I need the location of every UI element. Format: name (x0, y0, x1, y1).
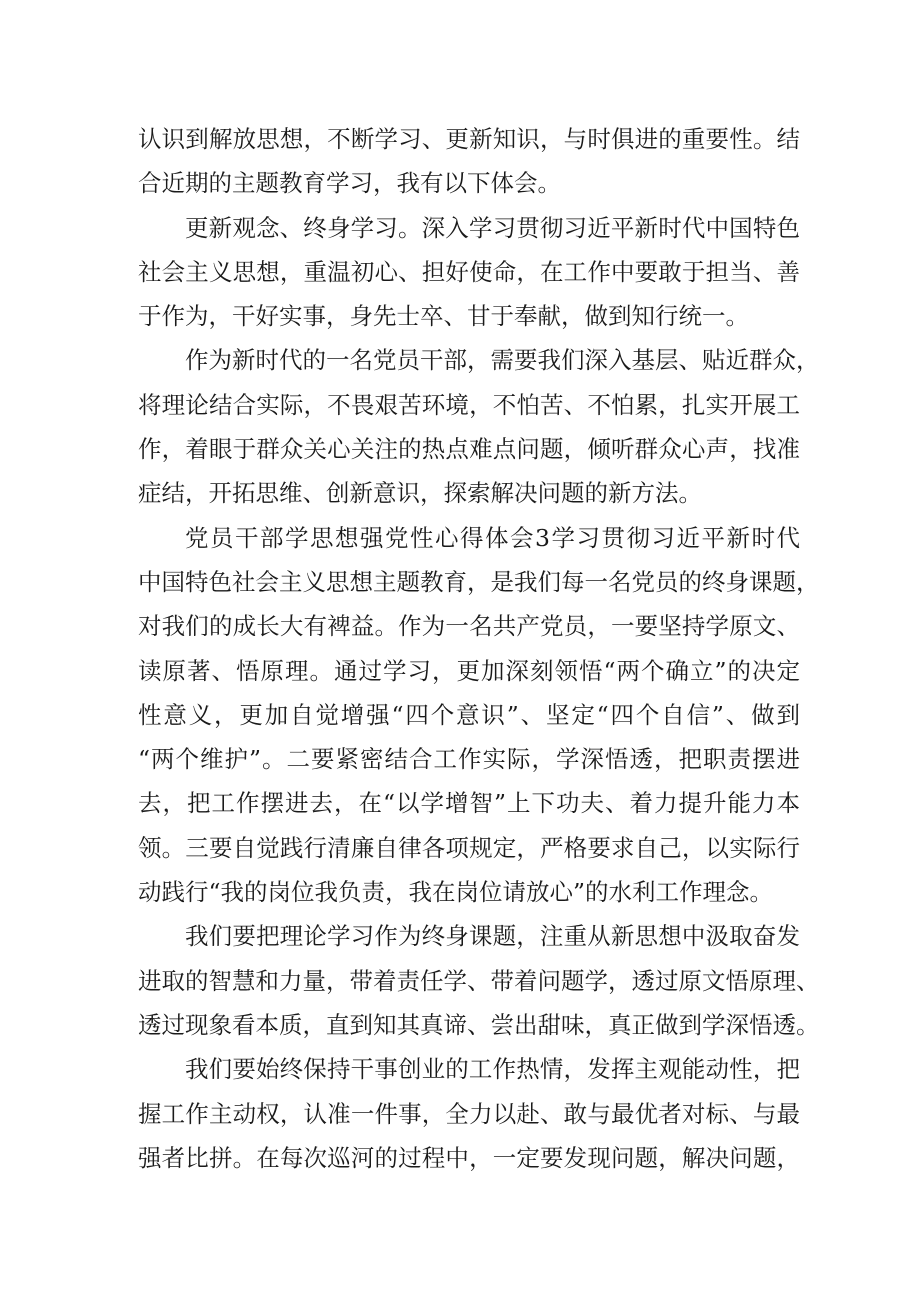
text-line: 去，把工作摆进去，在“以学增智”上下功夫、着力提升能力本 (138, 789, 800, 818)
text-line: 作，着眼于群众关心关注的热点难点问题，倾听群众心声，找准 (138, 435, 800, 464)
text-line: 于作为，干好实事，身先士卒、甘于奉献，做到知行统一。 (138, 302, 749, 331)
paragraph (138, 117, 800, 206)
text-line: 更新观念、终身学习。深入学习贯彻习近平新时代中国特色 (185, 213, 800, 242)
text-line: 读原著、悟原理。通过学习，更加深刻领悟“两个确立”的决定 (138, 656, 800, 685)
paragraph (138, 338, 820, 515)
text-line: 将理论结合实际，不畏艰苦环境，不怕苦、不怕累，扎实开展工 (138, 390, 800, 419)
paragraph (138, 206, 800, 339)
paragraph (138, 516, 820, 915)
text-line: 认识到解放思想，不断学习、更新知识，与时俱进的重要性。结 (138, 125, 800, 153)
text-line: 我们要把理论学习作为终身课题，注重从新思想中汲取奋发 (185, 922, 800, 951)
text-line: 合近期的主题教育学习，我有以下体会。 (138, 169, 561, 198)
text-line: 握工作主动权，认准一件事，全力以赴、敢与最优者对标、与最 (138, 1099, 800, 1128)
text-line: 社会主义思想，重温初心、担好使命，在工作中要敢于担当、善 (138, 257, 800, 286)
text-line: 作为新时代的一名党员干部，需要我们深入基层、贴近群众， (185, 346, 820, 375)
text-line: 对我们的成长大有裨益。作为一名共产党员，一要坚持学原文、 (138, 612, 800, 641)
text-line: 领。三要自觉践行清廉自律各项规定，严格要求自己，以实际行 (138, 833, 800, 862)
paragraph (138, 914, 820, 1047)
text-line: 强者比拼。在每次巡河的过程中，一定要发现问题，解决问题， (138, 1143, 800, 1172)
text-line: 党员干部学思想强党性心得体会3学习贯彻习近平新时代 (185, 523, 800, 552)
text-line: 性意义，更加自觉增强“四个意识”、坚定“四个自信”、做到 (138, 700, 800, 729)
text-line: 动践行“我的岗位我负责，我在岗位请放心”的水利工作理念。 (138, 878, 774, 907)
document-body (138, 117, 820, 1180)
text-line: 我们要始终保持干事创业的工作热情，发挥主观能动性，把 (185, 1055, 800, 1084)
text-line: 中国特色社会主义思想主题教育，是我们每一名党员的终身课题， (138, 567, 820, 596)
text-line: 进取的智慧和力量，带着责任学、带着问题学，透过原文悟原理、 (138, 966, 820, 995)
text-line: 症结，开拓思维、创新意识，探索解决问题的新方法。 (138, 479, 702, 508)
text-line: 透过现象看本质，直到知其真谛、尝出甜味，真正做到学深悟透。 (138, 1010, 820, 1039)
text-line: “两个维护”。二要紧密结合工作实际，学深悟透，把职责摆进 (138, 745, 800, 774)
paragraph (138, 1047, 800, 1180)
